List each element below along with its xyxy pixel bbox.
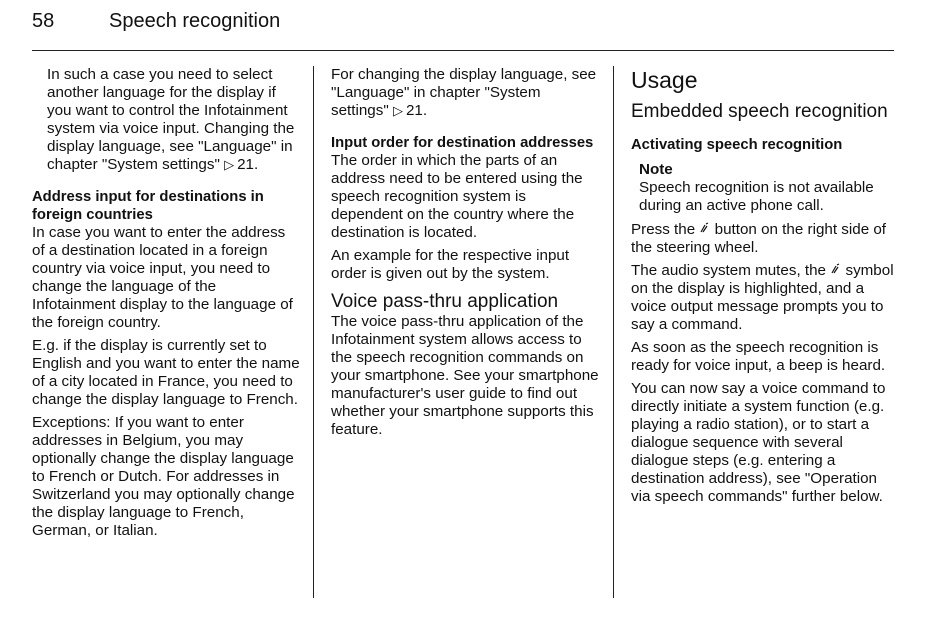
heading-usage: Usage — [631, 67, 698, 93]
paragraph-text: symbol on the display is highlighted, and a voice output message prompts you to say a command. — [631, 262, 894, 333]
paragraph-foreign-address: In case you want to enter the address of a destination located in a foreign country via voice input, you need to change the language of the Infotainment display to the language of the foreign country. — [32, 224, 293, 331]
heading-embedded-speech: Embedded speech recognition — [631, 101, 888, 122]
paragraph-input-order-example: An example for the respective input order is given out by the system. — [331, 247, 570, 282]
header-divider — [32, 50, 894, 51]
heading-activating: Activating speech recognition — [631, 137, 843, 153]
paragraph-beep: As soon as the speech recognition is ready for voice input, a beep is heard. — [631, 339, 886, 374]
paragraph-text: In such a case you need to select another language for the display if you want to control the Infotainment system via voice input. Changing the display language, see "Language" in chapter "System settings" — [47, 66, 295, 173]
column-1 — [32, 66, 302, 545]
column-divider — [613, 66, 614, 598]
paragraph-exceptions: Exceptions: If you want to enter addresses in Belgium, you may optionally change the display language to French or Dutch. For addresses in Switzerland you may optionally change the display language to French, German, or Italian. — [32, 414, 295, 539]
page-number: 58 — [32, 10, 55, 32]
page-reference-arrow-icon: ▷ — [224, 157, 235, 172]
paragraph-audio-mutes — [631, 262, 899, 334]
page-header — [32, 10, 894, 50]
heading-voice-pass-thru: Voice pass-thru application — [331, 291, 559, 312]
page-reference[interactable]: 21. — [237, 156, 259, 173]
column-2 — [331, 66, 601, 444]
paragraph-text: Press the — [631, 221, 696, 238]
paragraph-voice-pass-thru: The voice pass-thru application of the Infotainment system allows access to the speech recognition commands on your smartphone. See your smartphone manufacturer's user guide to find out whether your smartphone supports this feature. — [331, 313, 599, 438]
paragraph-text: For changing the display language, see "Language" in chapter "System settings" — [331, 66, 597, 119]
page-reference-arrow-icon: ▷ — [392, 103, 403, 118]
paragraph-voice-command: You can now say a voice command to directly initiate a system function (e.g. playing a radio station), or to start a dialogue sequence with several dialogue steps (e.g. entering a destination address), see "Operation via speech commands" further below. — [631, 380, 886, 505]
paragraph-display-language — [32, 66, 302, 174]
note-box — [631, 161, 899, 215]
page-title: Speech recognition — [109, 10, 281, 32]
paragraph-press-button — [631, 221, 899, 257]
voice-command-icon — [699, 221, 710, 239]
paragraph-example-france: E.g. if the display is currently set to English and you want to enter the name of a city located in France, you need to change the display language to French. — [32, 337, 300, 408]
heading-address-input: Address input for destinations in foreign countries — [32, 189, 264, 223]
column-divider — [313, 66, 314, 598]
column-3 — [631, 66, 899, 511]
voice-command-icon — [830, 262, 841, 280]
heading-input-order: Input order for destination addresses — [331, 135, 594, 151]
paragraph-text: button on the right side of the steering wheel. — [631, 221, 887, 256]
paragraph-input-order: The order in which the parts of an address need to be entered using the speech recognition system is dependent on the country where the destination is located. — [331, 152, 583, 241]
note-text: Speech recognition is not available during an active phone call. — [639, 179, 874, 214]
page-reference[interactable]: 21. — [405, 102, 428, 119]
note-title: Note — [639, 161, 673, 178]
paragraph-change-language — [331, 66, 601, 120]
paragraph-text: The audio system mutes, the — [631, 262, 826, 279]
